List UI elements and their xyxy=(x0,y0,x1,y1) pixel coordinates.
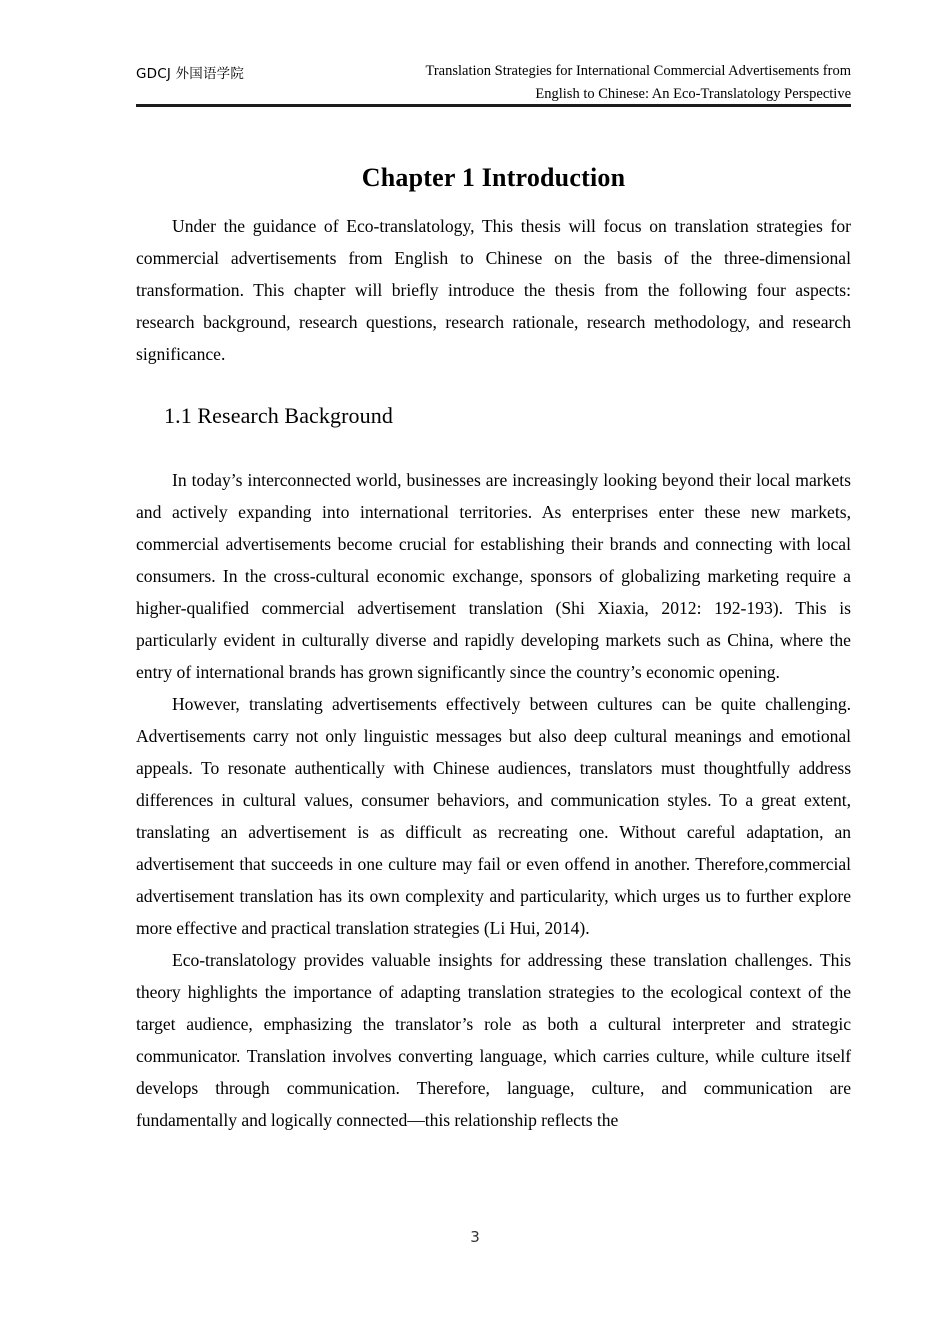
header-thesis-title xyxy=(425,60,851,107)
header-title-line-2: English to Chinese: An Eco-Translatology Perspective xyxy=(535,86,851,103)
header-institution: GDCJ 外国语学院 xyxy=(136,66,245,82)
page-number: 3 xyxy=(470,1228,480,1246)
spacer-after-intro xyxy=(136,370,851,400)
chapter-title: Chapter 1 Introduction xyxy=(361,163,626,193)
body-paragraph-2: However, translating advertisements effectively between cultures can be quite challenging. Advertisements carry not only linguistic messages but also deep cultural meanings and emotional appeals. To resonate authentically with Chinese audiences, translators must thoughtfully address differences in cultural values, consumer behaviors, and communication styles. To a great extent, translating an advertisement is as difficult as recreating one. Without careful adaptation, an advertisement that succeeds in one culture may fail or even offend in another. Therefore,commercial advertisement translation has its own complexity and particularity, which urges us to further explore more effective and practical translation strategies (Li Hui, 2014). xyxy=(136,694,851,938)
running-header xyxy=(136,60,851,107)
body-paragraph-1: In today’s interconnected world, businesses are increasingly looking beyond their local markets and actively expanding into international territories. As enterprises enter these new markets, commercial advertisements become crucial for establishing their brands and connecting with local consumers. In the cross-cultural economic exchange, sponsors of globalizing marketing require a higher-qualified commercial advertisement translation (Shi Xiaxia, 2012: 192-193). This is particularly evident in culturally diverse and rapidly developing markets such as China, where the entry of international brands has grown significantly since the country’s economic opening. xyxy=(136,470,851,682)
body-paragraph-3: Eco-translatology provides valuable insights for addressing these translation challenges. This theory highlights the importance of adapting translation strategies to the ecological context of the target audience, emphasizing the translator’s role as both a cultural interpreter and strategic communicator. Translation involves converting language, which carries culture, while culture itself develops through communication. Therefore, language, culture, and communication are fundamentally and logically connected—this relationship reflects the xyxy=(136,950,851,1130)
header-title-line-1: Translation Strategies for International Commercial Advertisements from xyxy=(425,63,851,79)
section-heading-research-background: 1.1 Research Background xyxy=(164,403,393,428)
intro-paragraph: Under the guidance of Eco-translatology, This thesis will focus on translation strategies for commercial advertisements from English to Chinese on the basis of the three-dimensional transformation. This chapter will briefly introduce the thesis from the following four aspects: research background, research questions, research rationale, research methodology, and research significance. xyxy=(136,216,851,364)
spacer-after-heading xyxy=(136,432,851,464)
header-divider-rule xyxy=(136,104,851,107)
page-body xyxy=(136,210,851,1136)
